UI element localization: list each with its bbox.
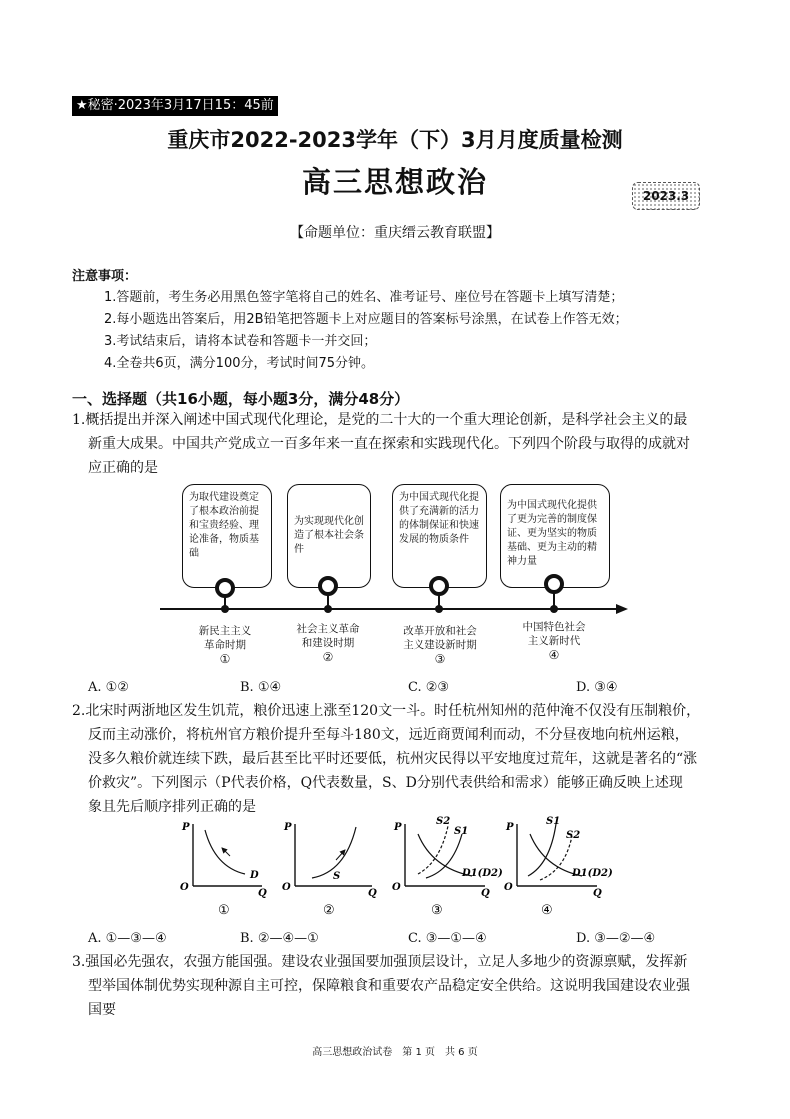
question-text: 2.北宋时两浙地区发生饥荒，粮价迅速上涨至120文一斗。时任杭州知州的范仲淹不仅没有压制粮价， — [72, 703, 701, 719]
stage-label: 主义建设新时期 — [403, 639, 477, 651]
pin-icon — [320, 578, 336, 613]
exam-title: 重庆市2022-2023学年（下）3月月度质量检测 — [167, 128, 623, 152]
svg-text:D1(D2): D1(D2) — [462, 868, 503, 879]
svg-text:D: D — [250, 870, 259, 881]
notice-item: 4.全卷共6页，满分100分，考试时间75分钟。 — [104, 356, 375, 371]
notice-item: 1.答题前，考生务必用黑色签字笔将自己的姓名、准考证号、座位号在答题卡上填写清楚； — [104, 290, 624, 305]
stage-1 — [185, 624, 265, 666]
question-3 — [72, 950, 722, 1022]
stage-4 — [514, 620, 594, 662]
svg-text:O: O — [504, 882, 513, 893]
arrow-icon — [616, 604, 628, 614]
graph-4 — [504, 816, 613, 899]
option-b[interactable]: B. ②—④—① — [240, 931, 319, 946]
option-a[interactable]: A. ①② — [88, 680, 129, 695]
subject-title: 高三思想政治 — [301, 165, 488, 199]
svg-text:S: S — [333, 871, 341, 882]
question-2 — [72, 699, 722, 819]
svg-text:P: P — [182, 822, 190, 833]
option-c[interactable]: C. ②③ — [408, 680, 450, 695]
stage-label: 主义新时代 — [527, 635, 581, 647]
stage-label: 改革开放和社会 — [403, 625, 477, 637]
svg-text:P: P — [284, 822, 292, 833]
graph-1 — [180, 822, 267, 899]
svg-text:P: P — [506, 822, 514, 833]
svg-text:S1: S1 — [454, 826, 469, 837]
graph-label: ② — [323, 903, 335, 918]
timeline-figure — [0, 478, 790, 678]
option-c[interactable]: C. ③—①—④ — [408, 931, 487, 946]
achievement-box-1: 为取代建设奠定了根本政治前提和宝贵经验、理论准备，物质基础 — [182, 484, 272, 588]
svg-text:Q: Q — [593, 888, 602, 899]
svg-text:S2: S2 — [436, 816, 451, 827]
svg-text:Q: Q — [481, 888, 490, 899]
stage-3 — [395, 624, 485, 666]
svg-text:S1: S1 — [546, 816, 561, 827]
question-text: 新重大成果。中国共产党成立一百多年来一直在探索和实践现代化。下列四个阶段与取得的成就对 — [88, 436, 690, 452]
question-text: 应正确的是 — [88, 460, 158, 476]
question-text: 价救灾”。下列图示（P代表价格，Q代表数量，S、D分别代表供给和需求）能够正确反映上述现 — [88, 775, 683, 791]
graph-label: ① — [218, 903, 230, 918]
graph-3 — [392, 816, 503, 899]
question-text: 型举国体制优势实现种源自主可控，保障粮食和重要农产品稳定安全供给。这说明我国建设农业强 — [88, 978, 690, 994]
stage-number: ④ — [548, 648, 560, 662]
svg-text:Q: Q — [258, 888, 267, 899]
achievement-box-3: 为中国式现代化提供了充满新的活力的体制保证和快速发展的物质条件 — [392, 484, 487, 588]
stage-number: ② — [322, 650, 334, 664]
option-a[interactable]: A. ①—③—④ — [88, 931, 167, 946]
date-badge: 2023.3 — [632, 182, 700, 210]
question-text: 国要 — [88, 1002, 116, 1018]
notice-item: 3.考试结束后，请将本试卷和答题卡一并交回； — [104, 334, 377, 349]
stage-label: 社会主义革命 — [296, 623, 360, 635]
notice-heading: 注意事项： — [72, 269, 138, 284]
stage-label: 中国特色社会 — [522, 621, 586, 633]
graph-label: ③ — [431, 903, 443, 918]
question-text: 3.强国必先强农，农强方能国强。建设农业强国要加强顶层设计，立足人多地少的资源禀赋，发挥新 — [72, 954, 688, 970]
graph-2 — [282, 822, 377, 899]
svg-text:Q: Q — [368, 888, 377, 899]
pin-icon — [546, 576, 562, 613]
achievement-box-4: 为中国式现代化提供了更为完善的制度保证、更为坚实的物质基础、更为主动的精神力量 — [500, 484, 610, 588]
option-d[interactable]: D. ③④ — [576, 680, 618, 695]
notice-item: 2.每小题选出答案后，用2B铅笔把答题卡上对应题目的答案标号涂黑，在试卷上作答无效； — [104, 312, 628, 327]
stage-2 — [288, 622, 368, 664]
stage-number: ③ — [434, 652, 446, 666]
section-heading: 一、选择题（共16小题，每小题3分，满分48分） — [72, 390, 410, 408]
question-1 — [72, 408, 722, 480]
option-b[interactable]: B. ①④ — [240, 680, 282, 695]
svg-text:D1(D2): D1(D2) — [572, 868, 613, 879]
svg-text:P: P — [394, 822, 402, 833]
stage-label: 新民主主义 — [198, 625, 252, 637]
stage-number: ① — [219, 652, 231, 666]
page-footer: 高三思想政治试卷 第 1 页 共 6 页 — [312, 1047, 478, 1058]
pin-icon — [431, 578, 447, 613]
supply-demand-graphs — [0, 812, 790, 922]
question-text: 反而主动涨价，将杭州官方粮价提升至每斗180文，远近商贾闻利而动，不分昼夜地向杭州运粮， — [88, 727, 689, 743]
stage-label: 和建设时期 — [301, 637, 355, 649]
svg-text:S2: S2 — [566, 830, 581, 841]
question-text: 没多久粮价就连续下跌，最后甚至比平时还要低，杭州灾民得以平安地度过荒年，这就是著名的“涨 — [88, 751, 698, 767]
issuing-unit: 【命题单位：重庆缙云教育联盟】 — [290, 225, 500, 241]
option-d[interactable]: D. ③—②—④ — [576, 931, 656, 946]
svg-text:O: O — [282, 882, 291, 893]
stage-label: 革命时期 — [204, 639, 246, 651]
question-text: 1.概括提出并深入阐述中国式现代化理论，是党的二十大的一个重大理论创新，是科学社会主义的最 — [72, 412, 688, 428]
achievement-box-2: 为实现现代化创造了根本社会条件 — [287, 484, 371, 588]
question-text: 象且先后顺序排列正确的是 — [88, 799, 256, 815]
svg-text:O: O — [392, 882, 401, 893]
graph-label: ④ — [541, 903, 553, 918]
confidential-label: ★秘密·2023年3月17日15：45前 — [72, 96, 278, 116]
svg-text:O: O — [180, 882, 189, 893]
